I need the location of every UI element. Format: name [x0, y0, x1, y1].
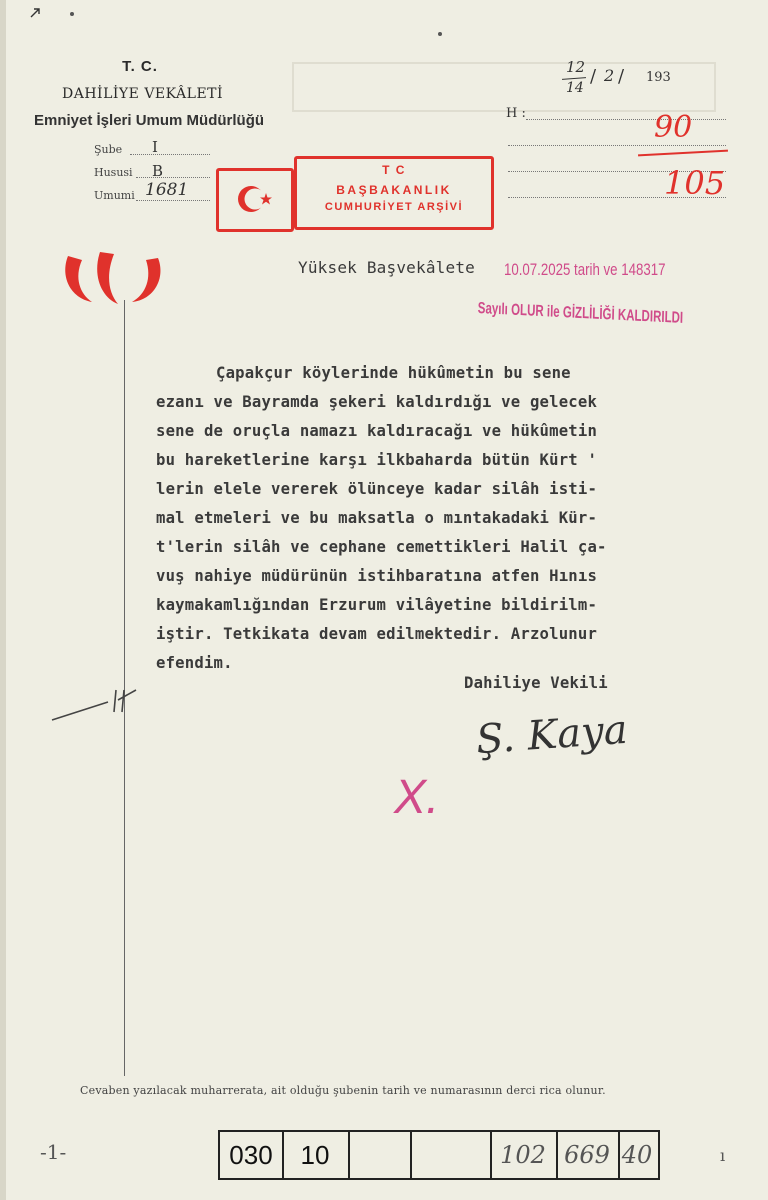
archive-cell-page: 40 [621, 1141, 653, 1169]
addressee: Yüksek Başvekâlete [298, 258, 475, 277]
archive-cell-fond: 030 [220, 1132, 284, 1178]
sube-label: Şube [94, 143, 123, 156]
letter-body-line: vuş nahiye müdürünün istihbaratına atfen Hınıs [156, 567, 598, 585]
date-day: 12 [566, 58, 586, 76]
margin-mark: X. [394, 771, 440, 824]
archive-cell-folder: 102 [490, 1132, 558, 1178]
pencil-scribble-icon [48, 686, 158, 726]
letter-body-line: t'lerin silâh ve cephane cemettikleri Halil ça- [156, 538, 607, 556]
h-value-bottom: 105 [664, 164, 726, 202]
sube-value: I [152, 138, 158, 156]
crescent-star-icon [219, 171, 291, 229]
header-ministry: DAHİLİYE VEKÂLETİ [62, 86, 224, 102]
archive-number-box [218, 1130, 660, 1180]
footer-note: Cevaben yazılacak muharrerata, ait olduğu şubenin tarih ve numarasının derci rica olunur. [80, 1084, 606, 1097]
pencil-tick: ı [720, 1146, 726, 1165]
date-day-alt: 14 [566, 80, 584, 96]
triple-crescent-emblem-icon [58, 246, 168, 314]
archive-stamp [294, 156, 494, 230]
page-mark: -1- [40, 1140, 67, 1164]
declassified-line1: 10.07.2025 tarih ve 148317 [504, 260, 666, 279]
archive-stamp-line1: BAŞBAKANLIK [336, 183, 452, 197]
crescent-stamp [216, 168, 294, 232]
sube-dotted-line [130, 154, 210, 155]
archive-cell-box: 10 [282, 1132, 350, 1178]
hole-mark-icon [436, 30, 444, 38]
archive-cell-file: 669 [556, 1132, 620, 1178]
signature: Ş. Kaya [474, 706, 630, 764]
archive-stamp-line2: CUMHURİYET ARŞİVİ [324, 201, 464, 213]
letter-body-line: sene de oruçla namazı kaldıracağı ve hükûmetin [156, 422, 598, 440]
letter-body-line: kaymakamlığından Erzurum vilâyetine bildirilm- [156, 596, 598, 614]
umumi-label: Umumi [94, 189, 135, 202]
date-slash-2: / [618, 66, 625, 87]
date-year: 193 [646, 70, 671, 85]
letter-body-line: iştir. Tetkikata devam edilmektedir. Arzolunur [156, 625, 598, 643]
signatory-title: Dahiliye Vekili [464, 674, 608, 692]
hole-mark-icon [68, 10, 76, 18]
h-label: H : [506, 106, 526, 121]
letter-body-line: lerin elele vererek ölünceye kadar silâh isti- [156, 480, 598, 498]
h-value-top: 90 [654, 110, 693, 145]
letter-body-line: ezanı ve Bayramda şekeri kaldırdığı ve gelecek [156, 393, 598, 411]
date-month: 2 [604, 66, 615, 85]
declassified-line2: Sayılı OLUR ile GİZLİLİĞİ KALDIRILDI [477, 300, 684, 327]
header-tc: T. C. [122, 58, 158, 75]
archive-cell-empty-2 [410, 1132, 492, 1178]
letter-body-line: bu hareketlerine karşı ilkbaharda bütün Kürt ' [156, 451, 598, 469]
archive-cell-empty-1 [348, 1132, 412, 1178]
letter-body-line: Çapakçur köylerinde hükûmetin bu sene [216, 364, 571, 382]
header-department: Emniyet İşleri Umum Müdürlüğü [34, 112, 265, 129]
h-dotted-line-2 [508, 145, 726, 146]
page-edge [0, 0, 6, 1200]
umumi-value: 1681 [145, 180, 189, 200]
letter-body-line: mal etmeleri ve bu maksatla o mıntakadaki Kür- [156, 509, 598, 527]
hususi-label: Hususi [94, 166, 133, 179]
archive-stamp-tc: T C [382, 163, 406, 177]
umumi-dotted-line [136, 200, 210, 201]
corner-mark-icon [28, 6, 42, 20]
h-red-underline [638, 150, 728, 157]
date-slash-1: / [590, 66, 597, 87]
hususi-value: B [152, 162, 164, 180]
h-dotted-line-1 [526, 119, 726, 120]
hususi-dotted-line [136, 177, 210, 178]
letter-body-line: efendim. [156, 654, 233, 672]
